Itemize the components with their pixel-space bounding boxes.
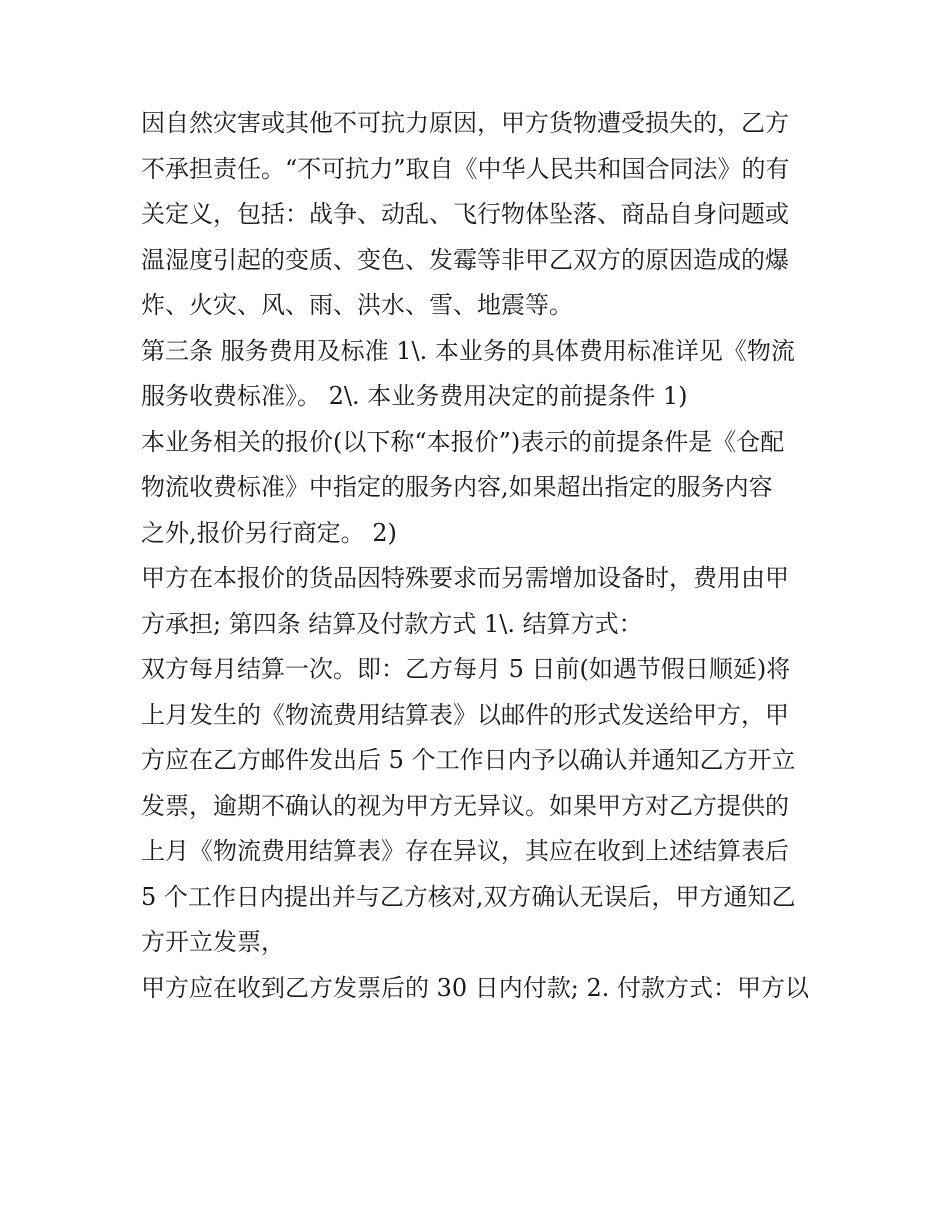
text-line: 不承担责任。“不可抗力”取自《中华人民共和国合同法》的有 — [141, 154, 790, 183]
text-line: 发票，逾期不确认的视为甲方无异议。如果甲方对乙方提供的 — [141, 791, 789, 820]
text-line: 甲方应在收到乙方发票后的 30 日内付款; 2. 付款方式：甲方以 — [141, 973, 810, 1002]
text-line: 物流收费标准》中指定的服务内容,如果超出指定的服务内容 — [141, 473, 773, 501]
text-line: 甲方在本报价的货品因特殊要求而另需增加设备时，费用由甲 — [141, 564, 789, 592]
text-line: 第三条 服务费用及标准 1\. 本业务的具体费用标准详见《物流 — [141, 336, 795, 365]
text-line: 关定义，包括：战争、动乱、飞行物体坠落、商品自身问题或 — [141, 200, 789, 228]
text-line: 温湿度引起的变质、变色、发霉等非甲乙双方的原因造成的爆 — [141, 245, 789, 274]
text-line: 服务收费标准》。 2\. 本业务费用决定的前提条件 1) — [141, 382, 688, 410]
text-line: 本业务相关的报价(以下称“本报价”)表示的前提条件是《仓配 — [141, 427, 785, 456]
contract-text — [141, 101, 821, 1011]
text-line: 上月发生的《物流费用结算表》以邮件的形式发送给甲方，甲 — [141, 700, 789, 729]
text-line: 之外,报价另行商定。 2) — [141, 518, 397, 547]
text-line: 双方每月结算一次。即：乙方每月 5 日前(如遇节假日顺延)将 — [141, 655, 791, 683]
text-line: 方承担; 第四条 结算及付款方式 1\. 结算方式： — [141, 609, 643, 638]
text-line: 方应在乙方邮件发出后 5 个工作日内予以确认并通知乙方开立 — [141, 746, 796, 774]
text-line: 上月《物流费用结算表》存在异议，其应在收到上述结算表后 — [141, 837, 789, 865]
text-line: 5 个工作日内提出并与乙方核对,双方确认无误后，甲方通知乙 — [141, 882, 796, 911]
text-line: 因自然灾害或其他不可抗力原因，甲方货物遭受损失的，乙方 — [141, 109, 789, 137]
text-line: 方开立发票， — [141, 928, 285, 956]
text-line: 炸、火灾、风、雨、洪水、雪、地震等。 — [141, 291, 573, 319]
